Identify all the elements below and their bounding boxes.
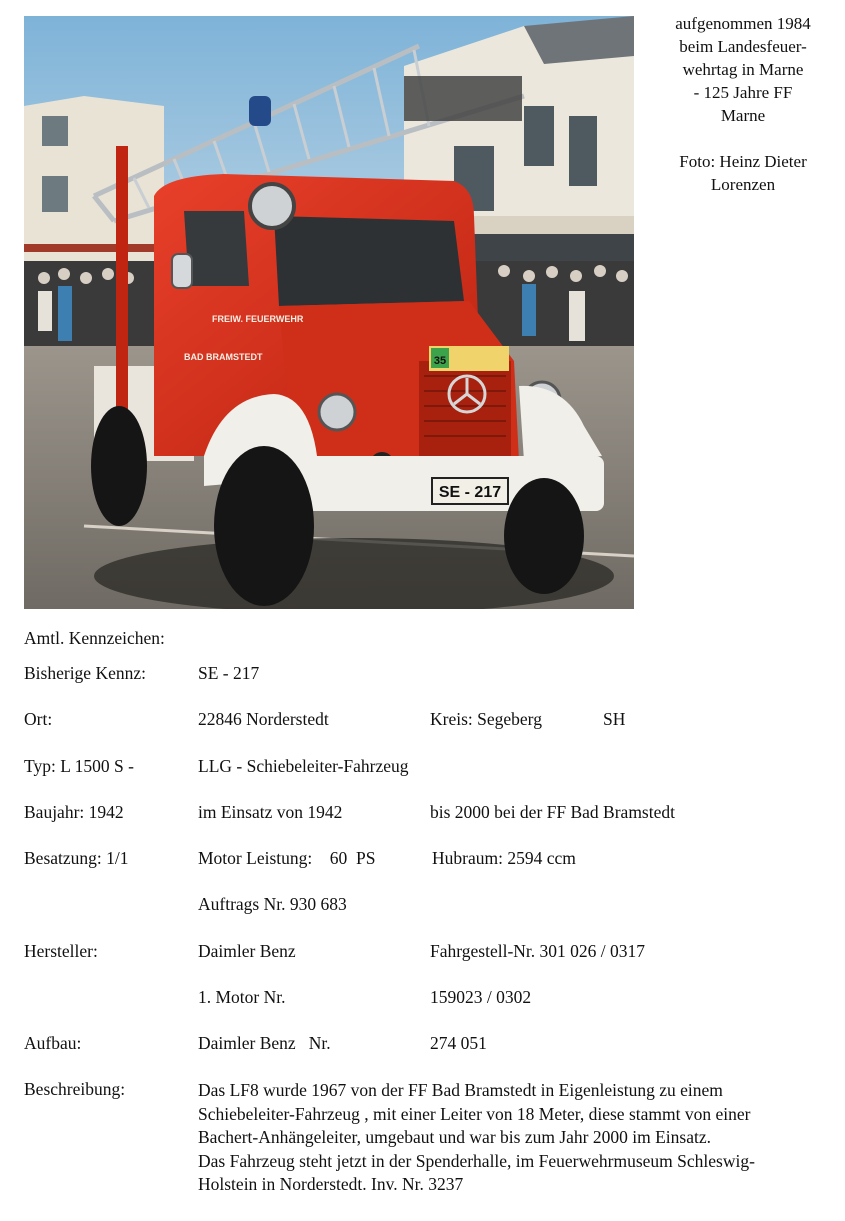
photo-caption — [655, 12, 831, 196]
caption-line: wehrtag in Marne — [682, 60, 804, 79]
auftrags-nr: Auftrags Nr. 930 683 — [198, 894, 347, 914]
motor-leistung: Motor Leistung: 60 PS — [198, 848, 376, 868]
hersteller-value: Daimler Benz — [198, 941, 296, 961]
typ-value: LLG - Schiebeleiter-Fahrzeug — [198, 756, 409, 776]
land-value: SH — [603, 709, 626, 729]
aufbau-label: Aufbau: — [24, 1033, 82, 1053]
door-text-line1: FREIW. FEUERWEHR — [212, 314, 304, 324]
aufbau-value: Daimler Benz Nr. — [198, 1033, 331, 1053]
photo-credit-line: Lorenzen — [710, 175, 776, 194]
beschreibung-line: Schiebeleiter-Fahrzeug , mit einer Leiter von 18 Meter, diese stammt von einer — [198, 1103, 751, 1124]
fire-truck-illustration — [24, 16, 634, 609]
beschreibung-line: Bachert-Anhängeleiter, umgebaut und war bis zum Jahr 2000 im Einsatz. — [198, 1127, 711, 1147]
fahrgestell-nr: Fahrgestell-Nr. 301 026 / 0317 — [430, 941, 646, 961]
einsatz-von: im Einsatz von 1942 — [198, 802, 343, 822]
motor-nr-value: 159023 / 0302 — [430, 987, 532, 1007]
kreis-value: Kreis: Segeberg — [430, 709, 542, 729]
hubraum: Hubraum: 2594 ccm — [432, 848, 576, 868]
beschreibung-line: Das LF8 wurde 1967 von der FF Bad Bramstedt in Eigenleistung zu einem — [198, 1080, 723, 1100]
ort-label: Ort: — [24, 709, 53, 729]
caption-spacer — [655, 127, 831, 150]
beschreibung-text — [198, 1079, 828, 1197]
baujahr-label: Baujahr: 1942 — [24, 802, 124, 822]
caption-line: aufgenommen 1984 — [675, 14, 811, 33]
beschreibung-label: Beschreibung: — [24, 1079, 126, 1099]
amtl-kennzeichen-label: Amtl. Kennzeichen: — [24, 628, 165, 648]
motor-nr-label: 1. Motor Nr. — [198, 987, 286, 1007]
besatzung-label: Besatzung: 1/1 — [24, 848, 129, 868]
beschreibung-line: Holstein in Norderstedt. Inv. Nr. 3237 — [198, 1174, 464, 1194]
bisherige-kennz-value: SE - 217 — [198, 663, 260, 683]
aufbau-nr: 274 051 — [430, 1033, 487, 1053]
bisherige-kennz-label: Bisherige Kennz: — [24, 663, 146, 683]
vehicle-photo — [24, 16, 634, 609]
door-text-line2: BAD BRAMSTEDT — [184, 352, 263, 362]
caption-line: beim Landesfeuer- — [679, 37, 807, 56]
photo-credit-line: Foto: Heinz Dieter — [679, 152, 807, 171]
hersteller-label: Hersteller: — [24, 941, 98, 961]
einsatz-bis: bis 2000 bei der FF Bad Bramstedt — [430, 802, 675, 822]
typ-label: Typ: L 1500 S - — [24, 756, 134, 776]
caption-line: Marne — [720, 106, 766, 125]
caption-line: - 125 Jahre FF — [693, 83, 793, 102]
badge-number-text: 35 — [433, 355, 447, 367]
beschreibung-line: Das Fahrzeug steht jetzt in der Spenderhalle, im Feuerwehrmuseum Schleswig- — [198, 1150, 755, 1171]
license-plate-text: SE - 217 — [438, 484, 502, 501]
ort-value: 22846 Norderstedt — [198, 709, 329, 729]
